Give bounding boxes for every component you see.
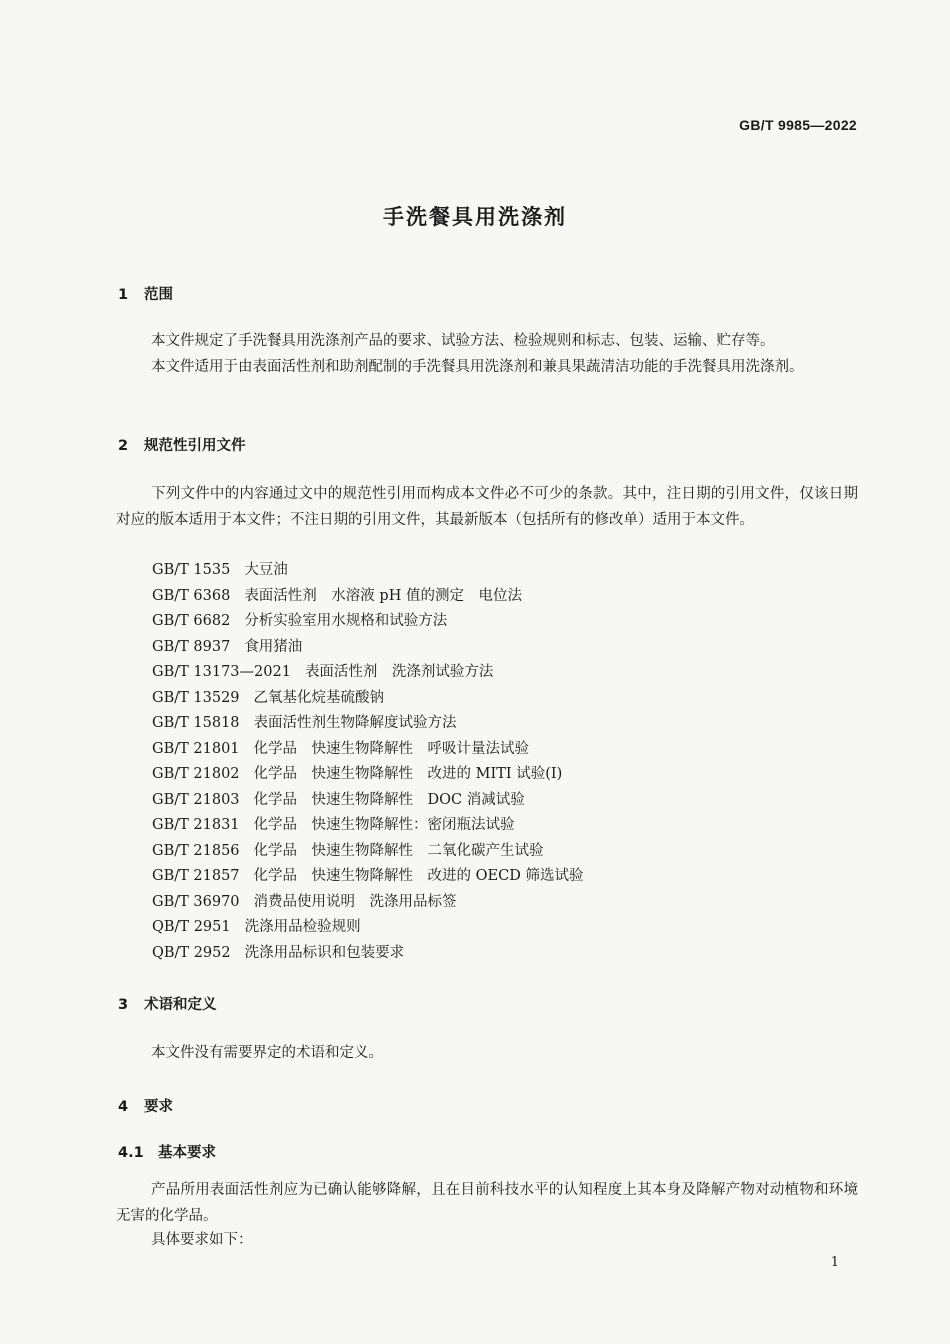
- reference-code: GB/T 15818: [152, 715, 240, 731]
- reference-code: GB/T 6368: [152, 587, 231, 604]
- reference-item: [152, 686, 583, 712]
- reference-code: GB/T 21856: [152, 842, 240, 859]
- reference-code: GB/T 8937: [152, 638, 231, 655]
- reference-item: [152, 609, 583, 635]
- requirements-paragraph-1: 产品所用表面活性剂应为已确认能够降解，且在目前科技水平的认知程度上其本身及降解产物对动植物和环境无害的化学品。: [116, 1182, 858, 1224]
- reference-code: GB/T 21802: [152, 766, 240, 782]
- scope-paragraph-1: 本文件规定了手洗餐具用洗涤剂产品的要求、试验方法、检验规则和标志、包装、运输、贮存等。: [151, 333, 775, 349]
- reference-title: 洗涤用品检验规则: [244, 919, 361, 935]
- reference-item: [152, 788, 583, 814]
- reference-item: [152, 864, 583, 890]
- reference-title: 化学品 快速生物降解性 呼吸计量法试验: [253, 740, 530, 757]
- reference-title: 表面活性剂生物降解度试验方法: [253, 715, 457, 731]
- reference-title: 分析实验室用水规格和试验方法: [244, 613, 448, 629]
- document-title: 手洗餐具用洗涤剂: [383, 205, 567, 229]
- section-3-heading: [118, 993, 217, 1014]
- normative-refs-intro: 下列文件中的内容通过文中的规范性引用而构成本文件必不可少的条款。其中，注日期的引用文件，仅该日期对应的版本适用于本文件；不注日期的引用文件，其最新版本（包括所有的修改单）适用于本文件。: [116, 486, 858, 528]
- page-number: 1: [830, 1255, 839, 1270]
- reference-code: GB/T 21831: [152, 817, 240, 833]
- section-title: 规范性引用文件: [144, 438, 246, 454]
- reference-item: [152, 711, 583, 737]
- section-title: 要求: [144, 1099, 173, 1115]
- reference-item: [152, 813, 583, 839]
- reference-title: 消费品使用说明 洗涤用品标签: [253, 893, 457, 910]
- reference-item: [152, 660, 583, 686]
- reference-code: GB/T 21803: [152, 791, 240, 808]
- reference-title: 洗涤用品标识和包装要求: [244, 944, 405, 961]
- requirements-paragraph-2: 具体要求如下：: [151, 1232, 253, 1248]
- reference-title: 表面活性剂 水溶液 pH 值的测定 电位法: [244, 587, 522, 604]
- scope-paragraph-2: 本文件适用于由表面活性剂和助剂配制的手洗餐具用洗涤剂和兼具果蔬清洁功能的手洗餐具用洗涤剂。: [151, 359, 804, 375]
- reference-item: [152, 558, 583, 584]
- reference-title: 化学品 快速生物降解性 改进的 MITI 试验(I): [253, 766, 563, 782]
- section-number: 4: [118, 1099, 129, 1115]
- section-title: 术语和定义: [144, 997, 217, 1013]
- reference-code: GB/T 21801: [152, 740, 240, 757]
- section-1-heading: [118, 283, 173, 304]
- reference-item: [152, 915, 583, 941]
- reference-code: GB/T 21857: [152, 868, 240, 884]
- section-title: 范围: [144, 287, 173, 303]
- section-2-heading: [118, 434, 246, 455]
- reference-title: 化学品 快速生物降解性：密闭瓶法试验: [253, 817, 515, 833]
- reference-title: 大豆油: [244, 562, 288, 578]
- reference-code: GB/T 6682: [152, 613, 231, 629]
- section-number: 4.1: [118, 1145, 144, 1161]
- reference-title: 化学品 快速生物降解性 改进的 OECD 筛选试验: [253, 868, 584, 884]
- reference-code: GB/T 36970: [152, 893, 240, 910]
- section-title: 基本要求: [158, 1145, 216, 1161]
- section-4-heading: [118, 1095, 173, 1116]
- reference-code: GB/T 13529: [152, 689, 240, 706]
- reference-title: 表面活性剂 洗涤剂试验方法: [304, 664, 494, 680]
- reference-list: [152, 558, 583, 966]
- reference-title: 化学品 快速生物降解性 DOC 消减试验: [253, 791, 525, 808]
- reference-title: 乙氧基化烷基硫酸钠: [253, 689, 385, 706]
- reference-item: [152, 762, 583, 788]
- reference-code: QB/T 2951: [152, 919, 231, 935]
- reference-item: [152, 584, 583, 610]
- reference-code: QB/T 2952: [152, 944, 231, 961]
- section-4-1-heading: [118, 1141, 216, 1162]
- reference-code: GB/T 1535: [152, 562, 231, 578]
- reference-item: [152, 890, 583, 916]
- standard-code: GB/T 9985—2022: [739, 117, 857, 133]
- reference-item: [152, 737, 583, 763]
- reference-item: [152, 635, 583, 661]
- reference-code: GB/T 13173—2021: [152, 664, 291, 680]
- reference-item: [152, 941, 583, 967]
- reference-title: 化学品 快速生物降解性 二氧化碳产生试验: [253, 842, 544, 859]
- section-number: 1: [118, 287, 129, 303]
- reference-item: [152, 839, 583, 865]
- section-number: 3: [118, 997, 129, 1013]
- terms-paragraph: 本文件没有需要界定的术语和定义。: [151, 1045, 383, 1061]
- section-number: 2: [118, 438, 129, 454]
- reference-title: 食用猪油: [244, 638, 303, 655]
